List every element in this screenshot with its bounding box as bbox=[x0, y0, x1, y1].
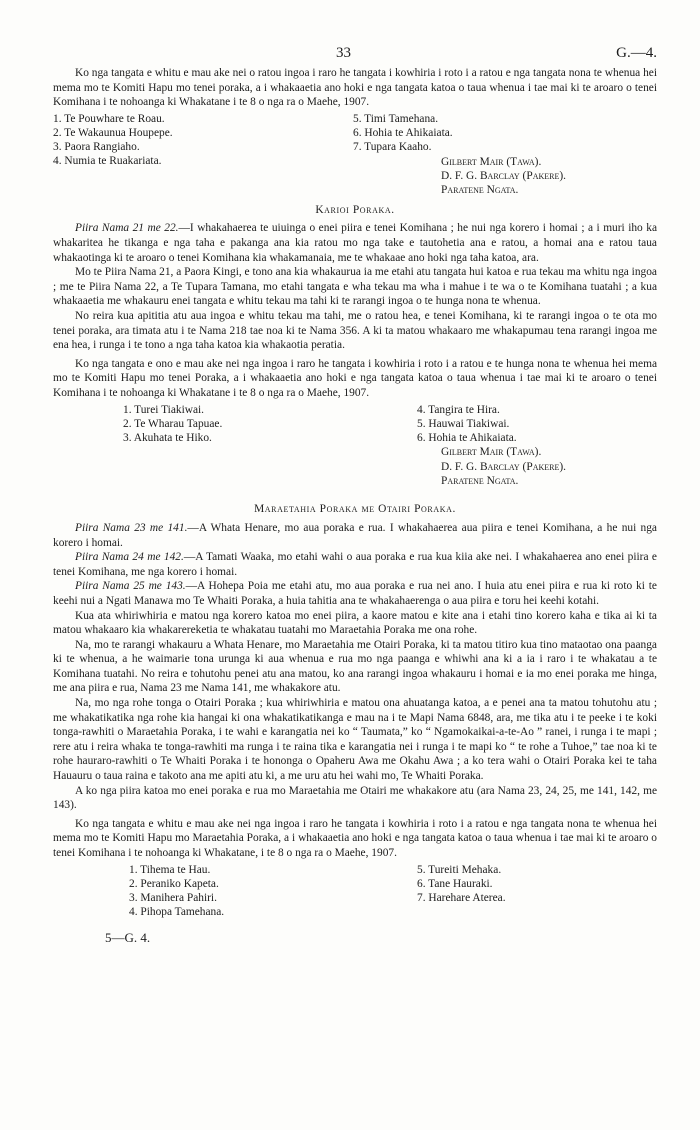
series-code: G.—4. bbox=[616, 45, 657, 61]
list-item: 5. Tureiti Mehaka. bbox=[417, 863, 502, 876]
list-item: 2. Te Wakaunua Houpepe. bbox=[53, 126, 173, 139]
committee-list-right bbox=[417, 863, 506, 920]
list-item: 3. Manihera Pahiri. bbox=[129, 892, 217, 905]
paragraph: A ko nga piira katoa mo enei poraka e rua mo Maraetahia me Otairi me whakakore atu (ara Nama 23, 24, 25, me 141, 142, me 143). bbox=[53, 784, 657, 812]
page-body bbox=[53, 66, 657, 946]
signature-line: Gilbert Mair (Tawa). bbox=[441, 446, 542, 459]
list-item: 4. Tangira te Hira. bbox=[417, 403, 500, 416]
list-item: 7. Harehare Aterea. bbox=[417, 892, 506, 905]
paragraph: No reira kua apititia atu aua ingoa e whitu tekau ma tahi, me o ratou hea, e tenei Komihana, ki te rarangi ingoa o te ota mo tenei poraka, ara timata atu i te Nama 218 tae noa ki te Nama 356. A ki ta matou whakaaro me whakapumau tena rarangi ingoa me ena hea, i runga i te tono a nga taha katoa kia whakaotia peratia. bbox=[53, 309, 657, 352]
paragraph bbox=[53, 579, 657, 608]
signature-mark: 5—G. 4. bbox=[105, 930, 151, 946]
paragraph-text: —A Tamati Waaka, mo etahi wahi o aua poraka e rua kua kiia ake nei. I whakahaerea ano enei piira e tenei Komihana, me nga korero i homai. bbox=[53, 551, 657, 578]
committee-list-left bbox=[123, 403, 417, 446]
signature-line: D. F. G. Barclay (Pakere). bbox=[441, 460, 566, 473]
paragraph-text: —A Whata Henare, mo aua poraka e rua. I whakahaerea aua piira e tenei Komihana, a he nui nga korero i homai. bbox=[53, 521, 657, 549]
paragraph-text: —A Hohepa Poia me etahi atu, mo aua poraka e rua nei ano. I huia atu enei piira e rua ki roto ki te keehi nui a Ngati Manawa mo Te Whaiti Poraka, a huia tahitia ana te whakahaerenga o aua piira e toru hei keehi kotahi. bbox=[53, 580, 657, 607]
paragraph: Na, mo te rarangi whakauru a Whata Henare, mo Maraetahia me Otairi Poraka, ki ta matou titiro kua tino mataotao ona paanga ki te whenua, a he waimarie tona urunga ki aua whenua e rua mo nga paanga e whiwhi ana ki a ia i raro i te whakatau a te Komihana tuatahi. No reira e tohutohu penei atu ana matou, ko ana rarangi ingoa whakauru i homai e ia mo enei poraka me hinga, me ana piira e rua, Nama 23 me Nama 141, me whakakore atu. bbox=[53, 638, 657, 695]
section-heading: Karioi Poraka. bbox=[315, 203, 395, 216]
committee-list-right bbox=[353, 112, 453, 169]
list-item: 4. Pihopa Tamehana. bbox=[129, 906, 225, 919]
list-item: 2. Peraniko Kapeta. bbox=[129, 877, 219, 890]
paragraph: Na, mo nga rohe tonga o Otairi Poraka ; kua whiriwhiria e matou ona ahuatanga katoa, a e penei ana ta matou tohutohu atu ; me whakatikatika nga rohe kia hangai ki ona whakatikatikanga e mau na i te Mapi Nama 6848, ara, me tika atu i te peeke i te koki tonga-rawhiti o Maraetahia Poraka, i te wahi e karangatia nei ko “ Taumata,” ko “ Ngamokaikai-a-te-Ao ” ranei, i runga i te mapi ; rere atu i reira whaka te tonga-rawhiti ma runga i te raina tika e karangatia nei i runga i te mapi ko “ te rohe a Tuhoe,” tae noa ki te rohe hauraro-rawhiti o Te Whaiti Poraka i te hononga o Opaheru Awa me Okahu Awa ; a ko tera wahi o Otairi Poraka kei te taha Hauauru o taua raina e takoto ana me apiti atu ki, a me uru atu hei wahi mo, Te Whaiti Poraka. bbox=[53, 697, 657, 783]
committee-list-left bbox=[53, 112, 353, 169]
appeal-reference: Piira Nama 23 me 141. bbox=[75, 521, 188, 534]
list-item: 1. Turei Tiakiwai. bbox=[123, 403, 205, 416]
appeal-reference: Piira Nama 21 me 22. bbox=[75, 222, 179, 235]
committee-intro-paragraph: Ko nga tangata e ono e mau ake nei nga ingoa i raro he tangata i kowhiria i roto i a ratou e te hunga nona te whenua hei mema mo te Komiti Hapu mo tenei Poraka, a i whakaaetia ano hoki e nga tangata katoa o taua whenua i tae mai ki te aroaro o tenei Komihana i te nohoanga ki Whakatane i te 8 o nga ra o Maehe, 1907. bbox=[53, 357, 657, 399]
list-item: 3. Paora Rangiaho. bbox=[53, 141, 140, 154]
committee-list-left bbox=[129, 863, 417, 920]
list-item: 7. Tupara Kaaho. bbox=[353, 141, 432, 154]
list-item: 1. Tihema te Hau. bbox=[129, 863, 211, 876]
signature-block bbox=[441, 445, 657, 488]
list-item: 4. Numia te Ruakariata. bbox=[53, 155, 162, 168]
list-item: 2. Te Wharau Tapuae. bbox=[123, 417, 223, 430]
committee-list bbox=[53, 863, 657, 920]
appeal-reference: Piira Nama 24 me 142. bbox=[75, 551, 184, 564]
list-item: 6. Tane Hauraki. bbox=[417, 877, 493, 890]
appeal-reference: Piira Nama 25 me 143. bbox=[75, 580, 186, 593]
committee-list-right bbox=[417, 403, 517, 446]
list-item: 5. Timi Tamehana. bbox=[353, 112, 439, 125]
signature-line: D. F. G. Barclay (Pakere). bbox=[441, 170, 566, 182]
paragraph: Kua ata whiriwhiria e matou nga korero katoa mo enei piira, a kaore matou e kite ana i etahi tino korero kaha e tika ai ki ta matou whakaaro kia whakarereketia te whakatau tuatahi mo Maraetahia Poraka me ona rohe. bbox=[53, 609, 657, 637]
paragraph: Mo te Piira Nama 21, a Paora Kingi, e tono ana kia whakaurua ia me etahi atu tangata hui katoa e rua tekau ma whitu nga ingoa ; me te Piira Nama 22, a Te Tupara Tamana, mo etahi tangata e wha tekau ma wha i mahue i te wa o te Komihana tuatahi ; a kua whakaaetia me whakauru enei tangata e whitu tekau ma tahi ki te rarangi ingoa o te hunga nona te whenua. bbox=[53, 266, 657, 308]
committee-list bbox=[53, 403, 657, 446]
page-number: 33 bbox=[336, 45, 351, 61]
list-item: 5. Hauwai Tiakiwai. bbox=[417, 417, 510, 430]
committee-intro-paragraph: Ko nga tangata e whitu e mau ake nei nga ingoa i raro he tangata i kowhiria i roto i a ratou e nga tangata nona te whenua hei mema mo te Komiti Hapu mo Maraetahia Poraka, a i whakaaetia ano hoki e nga tangata katoa o taua whenua i tae mai ki te aroaro o tenei Komihana i te nohoanga ki Whakatane, i te 8 o nga ra o Maehe, 1907. bbox=[53, 817, 657, 860]
section-heading: Maraetahia Poraka me Otairi Poraka. bbox=[254, 503, 456, 516]
committee-intro-paragraph: Ko nga tangata e whitu e mau ake nei o ratou ingoa i raro he tangata i kowhiria i roto i a ratou e nga tangata nona te whenua hei mema mo te Komiti Hapu mo tenei poraka, a i whakaaetia ano hoki e nga tangata katoa o taua whenua i tae mai ki te aroaro o tenei Komihana i te nohoanga ki Whakatane i te 8 o nga ra o Maehe, 1907. bbox=[53, 67, 657, 109]
list-item: 6. Hohia te Ahikaiata. bbox=[353, 126, 453, 139]
signature-line: Paratene Ngata. bbox=[441, 474, 519, 487]
paragraph bbox=[53, 521, 657, 550]
list-item: 1. Te Pouwhare te Roau. bbox=[53, 112, 165, 125]
paragraph-text: —I whakahaerea te uiuinga o enei piira e tenei Komihana ; he nui nga korero i homai ; a i muri iho ka whakaritea he tikanga e nga taha e pakanga ana kia ratou mo nga take e tautohetia ana e ratou, a homai ana e ratou taua whakaotinga ki te aroaro o tenei Komihana kia whakamanaia, me te whakaae ano hoki nga taha katoa, ara. bbox=[53, 222, 657, 264]
signature-line: Gilbert Mair (Tawa). bbox=[441, 155, 542, 168]
signature-block bbox=[441, 155, 657, 198]
paragraph bbox=[53, 550, 657, 579]
paragraph bbox=[53, 221, 657, 265]
signature-line: Paratene Ngata. bbox=[441, 184, 519, 197]
list-item: 3. Akuhata te Hiko. bbox=[123, 431, 212, 444]
list-item: 6. Hohia te Ahikaiata. bbox=[417, 431, 517, 444]
